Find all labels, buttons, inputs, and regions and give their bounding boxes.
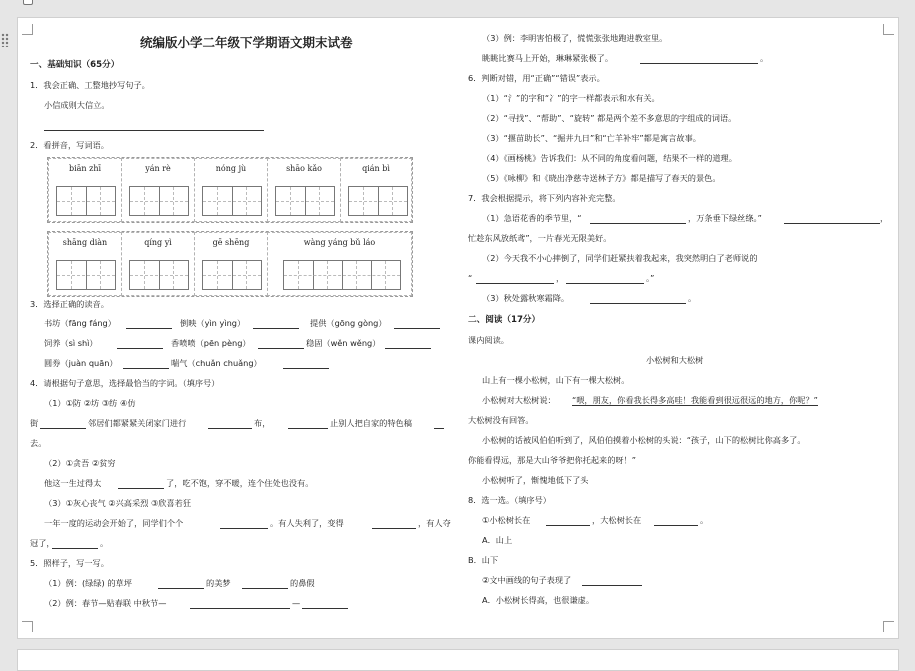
page-marker — [23, 0, 33, 5]
section-basic-knowledge: 一、基础知识（65分） — [30, 60, 120, 70]
sentence-text: 去。 — [30, 438, 47, 448]
question-5: 5．照样子，写一写。 — [30, 558, 109, 568]
pinyin-cell: yán rè — [121, 158, 195, 222]
fill-text: 。” — [646, 273, 655, 283]
answer-blank[interactable] — [126, 320, 172, 329]
answer-blank[interactable] — [208, 420, 252, 429]
reading-choice: 提供（gōng gòng） — [310, 318, 387, 328]
writing-box[interactable] — [202, 260, 262, 290]
options-q4-1: （1）①防 ②坊 ③纺 ④仿 — [44, 398, 136, 408]
question-1: 1．我会正确、工整地抄写句子。 — [30, 80, 150, 90]
answer-line[interactable] — [44, 122, 264, 131]
answer-blank[interactable] — [283, 360, 329, 369]
writing-box[interactable] — [202, 186, 262, 216]
writing-box-wide[interactable] — [283, 260, 401, 290]
example-text: （2）例：春节—贴春联 中秋节— — [44, 598, 167, 608]
option-a[interactable]: A．山上 — [482, 535, 513, 545]
fill-text: ，万条垂下绿丝绦。” — [688, 213, 762, 223]
reading-choice: 香喷喷（pēn pèng） — [171, 338, 251, 348]
passage-paragraph: 小松树听了，惭愧地低下了头 — [482, 475, 589, 485]
option-a[interactable]: A．小松树长得高，也很谦虚。 — [482, 595, 595, 605]
answer-blank[interactable] — [784, 215, 880, 224]
next-page — [17, 649, 899, 671]
writing-box[interactable] — [56, 260, 116, 290]
sentence-text: 一年一度的运动会开始了，同学们个个 — [44, 518, 184, 528]
writing-box[interactable] — [275, 186, 335, 216]
reading-choice: 圆券（juàn quān） — [44, 358, 118, 368]
answer-blank[interactable] — [590, 295, 686, 304]
writing-box[interactable] — [129, 260, 189, 290]
fill-text: “ — [468, 273, 473, 283]
options-q4-2: （2）①贪吾 ②贫穷 — [44, 458, 116, 468]
answer-blank[interactable] — [118, 480, 164, 489]
example-text: 的美梦 — [206, 578, 231, 588]
practice-sentence: 眺眺比赛马上开始，琳琳紧张极了。 — [482, 53, 614, 63]
answer-blank[interactable] — [434, 420, 444, 429]
fill-text: 忙趁东风放纸鸢”，一片春光无限美好。 — [468, 233, 612, 243]
fill-text: ， — [556, 273, 565, 283]
reading-choice: 稳固（wěn wěng） — [306, 338, 381, 348]
answer-blank[interactable] — [258, 340, 304, 349]
answer-blank[interactable] — [52, 540, 98, 549]
passage-title: 小松树和大松树 — [646, 355, 704, 365]
sentence-text: 。 — [100, 538, 109, 548]
answer-blank[interactable] — [123, 360, 169, 369]
passage-paragraph: 小松树的话被风伯伯听到了，风伯伯摸着小松树的头说：“孩子，山下的松树比你高多了。 — [482, 435, 806, 445]
choice-text: 。 — [700, 515, 709, 525]
sentence-text: 街 — [30, 418, 39, 428]
answer-blank[interactable] — [253, 320, 299, 329]
sentence-text: 他这一生过得太 — [44, 478, 102, 488]
question-4: 4．请根据句子意思，选择最恰当的字词。（填序号） — [30, 378, 220, 388]
judge-item: （1）“氵”的字和“冫”的字一样都表示和水有关。 — [482, 93, 660, 103]
document-page — [17, 17, 899, 639]
pinyin-cell: gē shēng — [194, 232, 268, 296]
answer-blank[interactable] — [394, 320, 440, 329]
answer-blank[interactable] — [40, 420, 86, 429]
judge-item: （4）《画杨桃》告诉我们：从不同的角度看问题，结果不一样的道理。 — [482, 153, 737, 163]
sentence-text: 了，吃不饱，穿不暖，连个住处也没有。 — [166, 478, 314, 488]
answer-blank[interactable] — [582, 577, 642, 586]
pinyin-cell: wàng yáng bǔ láo — [267, 232, 412, 296]
sentence-text: 止别人把自家的特色稿 — [330, 418, 412, 428]
example-text: 的鼻假 — [290, 578, 315, 588]
pinyin-cell: qián bì — [340, 158, 412, 222]
sentence-text: 冠了， — [30, 538, 55, 548]
reading-choice: 饲养（sì shì） — [44, 338, 98, 348]
fill-text: 。 — [688, 293, 697, 303]
question-8: 8．选一选。（填序号） — [468, 495, 551, 505]
example-text: — — [292, 598, 301, 608]
answer-blank[interactable] — [302, 600, 348, 609]
sentence-text: 布， — [254, 418, 271, 428]
passage-paragraph: 山上有一棵小松树，山下有一棵大松树。 — [482, 375, 630, 385]
copy-sentence: 小信成则大信立。 — [44, 100, 110, 110]
margin-corner — [22, 24, 33, 35]
passage-paragraph: 大松树没有回答。 — [468, 415, 534, 425]
question-2: 2．看拼音，写词语。 — [30, 140, 109, 150]
reading-intro: 课内阅读。 — [468, 335, 509, 345]
sentence-text: 。有人失利了，变得 — [270, 518, 344, 528]
answer-blank[interactable] — [372, 520, 416, 529]
judge-item: （2）“寻找”、“帮助”、“旋转” 都是两个差不多意思的字组成的词语。 — [482, 113, 737, 123]
reading-choice: 倒映（yìn yìng） — [180, 318, 246, 328]
writing-box[interactable] — [348, 186, 408, 216]
answer-blank[interactable] — [546, 517, 590, 526]
answer-blank[interactable] — [117, 340, 163, 349]
pinyin-cell: qíng yì — [121, 232, 195, 296]
sentence-text: ，有人夺 — [418, 518, 451, 528]
judge-item: （5）《咏柳》和《晓出净慈寺送林子方》都是描写了春天的景色。 — [482, 173, 721, 183]
fill-text: （3）秋处露秋寒霜降。 — [482, 293, 570, 303]
sentence-text: 邻居们都紧紧关闭家门进行 — [88, 418, 187, 428]
fill-text: ， — [880, 213, 889, 223]
answer-blank[interactable] — [242, 580, 288, 589]
pinyin-grid-row2 — [47, 231, 413, 297]
answer-blank[interactable] — [220, 520, 268, 529]
writing-box[interactable] — [129, 186, 189, 216]
pinyin-grid-row1 — [47, 157, 413, 223]
judge-item: （3）“揠苗助长”、“掘井九日”和“亡羊补牢”都是寓言故事。 — [482, 133, 701, 143]
answer-blank[interactable] — [385, 340, 431, 349]
reading-choice: 喘气（chuǎn chuǎng） — [171, 358, 262, 368]
choice-text: ①小松树长在 — [482, 515, 531, 525]
example-text: （1）例：(绿绿) 的草坪 — [44, 578, 132, 588]
question-7: 7．我会根据提示，将下列内容补充完整。 — [468, 193, 621, 203]
margin-corner — [883, 621, 894, 632]
underlined-sentence: “喂，朋友，你看我长得多高哇！我能看到很远很远的地方，你呢？” — [572, 395, 818, 405]
options-q4-3: （3）①灰心丧气 ②兴高采烈 ③欣喜若狂 — [44, 498, 192, 508]
answer-blank[interactable] — [190, 600, 290, 609]
option-b[interactable]: B．山下 — [468, 555, 499, 565]
answer-blank[interactable] — [158, 580, 204, 589]
answer-blank[interactable] — [566, 275, 644, 284]
writing-box[interactable] — [56, 186, 116, 216]
pinyin-cell: shāo kǎo — [267, 158, 341, 222]
choice-text: ②文中画线的句子表现了 — [482, 575, 572, 585]
margin-corner — [883, 24, 894, 35]
pinyin-cell: shāng diàn — [48, 232, 122, 296]
answer-blank[interactable] — [476, 275, 554, 284]
passage-paragraph: 你能看得远，那是大山爷爷把你托起来的呀！” — [468, 455, 636, 465]
drag-handle-icon[interactable] — [1, 33, 9, 47]
practice-sentence: 。 — [760, 53, 769, 63]
margin-corner — [22, 621, 33, 632]
pinyin-cell: nóng jù — [194, 158, 268, 222]
question-6: 6．判断对错，用“正确”“错误”表示。 — [468, 73, 605, 83]
answer-blank[interactable] — [590, 215, 686, 224]
passage-paragraph: 小松树对大松树说： — [482, 395, 556, 405]
pinyin-cell: biān zhī — [48, 158, 122, 222]
answer-blank[interactable] — [654, 517, 698, 526]
answer-blank[interactable] — [640, 55, 758, 64]
example-sentence: （3）例：李明害怕极了，慌慌张张地跑进教室里。 — [482, 33, 668, 43]
choice-text: ，大松树长在 — [592, 515, 642, 525]
fill-text: （1）急语花香的季节里，“ — [482, 213, 582, 223]
question-3: 3．选择正确的读音。 — [30, 299, 109, 309]
reading-choice: 书坊（fāng fáng） — [44, 318, 116, 328]
answer-blank[interactable] — [288, 420, 328, 429]
section-reading: 二、阅读（17分） — [468, 315, 541, 325]
exam-title: 统编版小学二年级下学期语文期末试卷 — [140, 35, 353, 50]
fill-text: （2）今天我不小心摔倒了，同学们赶紧扶着我起来，我突然明白了老师说的 — [482, 253, 758, 263]
